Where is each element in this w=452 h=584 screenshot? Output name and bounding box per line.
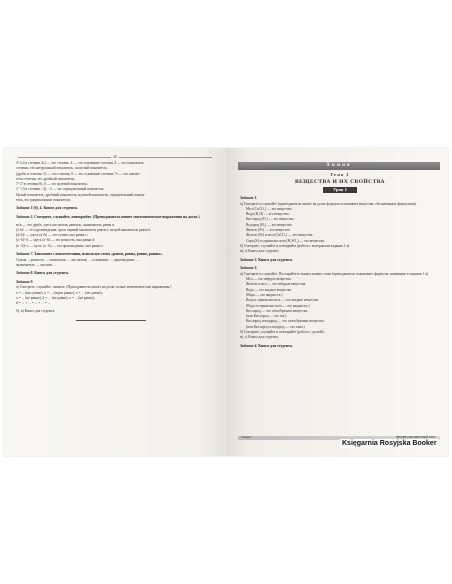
- text-line: (Вода — это жидкость.): [246, 292, 283, 297]
- task-heading: Задание 2. Книга для студента.: [240, 257, 293, 262]
- text-line: в), г) Книга для студента.: [240, 249, 279, 254]
- subject-band: Химия: [238, 162, 440, 170]
- text-line: Кислород (O₂) — это вещество.: [246, 217, 295, 222]
- task-heading: Задание 5. Смотрите, слушайте, повторяйте. (Преподаватель пишет математические выражения на доске.): [16, 214, 200, 219]
- text-line: (или Кислород — это газ.): [246, 314, 287, 319]
- footer-course: ВВОДНО-ПРЕДМЕТНЫЙ КУРС: [395, 436, 436, 439]
- topic-title: ВЕЩЕСТВА И ИХ СВОЙСТВА: [295, 179, 385, 185]
- store-watermark: Księgarnia Rosyjska Booker: [342, 440, 437, 447]
- task-heading: Задание 3 (б), 4. Книга для студента.: [16, 206, 78, 211]
- right-page-content: [240, 172, 440, 349]
- text-line: б), в) Книга для студента.: [16, 308, 56, 313]
- topic-label: Тема 1: [330, 172, 350, 177]
- book-spread: [4, 148, 448, 456]
- task-heading: Задание 9.: [16, 279, 34, 284]
- text-line: Вода и серная кислота — это жидкие вещества.: [246, 298, 319, 303]
- text-line: d = ... + ... = ... + ... = ...: [16, 301, 51, 306]
- math-line: (a+b)ⁿ — здесь (a+b) — это сумма, она равна c;: [16, 233, 88, 238]
- end-rule: [76, 320, 146, 321]
- text-line: x = ... (не равно), k = ... (не равно), z = ... (не равно);: [16, 296, 95, 301]
- text-line: 3⁻² (3 в степени −2), −2 — это отрицательный показатель.: [16, 187, 105, 192]
- task-heading: Задание 8. Книга для студента.: [16, 271, 69, 276]
- text-line: тель, это рациональные показатели.: [16, 198, 71, 203]
- text-line: а) Смотрите, слушайте, пишите. (Преподаватель пишет на доске только математические выражения.): [16, 285, 172, 290]
- lesson-badge: Урок 1: [323, 187, 357, 193]
- text-line: степени, это натуральный показатель, он целый показатель.: [16, 166, 108, 171]
- text-line: (Вода и серная кислота — это жидкости.): [246, 303, 310, 308]
- text-line: Кислород — это газообразное вещество.: [246, 308, 309, 313]
- text-line: Железо (Fe) и мел (CaCO₃) — это вещества.: [246, 233, 314, 238]
- task-heading: Задание 7. Заполните словосочетания, используя слова «равен, равна, равно, равны».: [16, 252, 163, 257]
- page-number: 26: [113, 154, 117, 159]
- task-heading: Задание 4. Книга для студента.: [240, 343, 293, 348]
- text-line: а) Смотрите и слушайте (преподаватель пишет на доске формулы и называет вещества, обозначенные формулами).: [240, 201, 417, 206]
- text-line: тель степени, это дробный показатель;: [16, 176, 76, 181]
- text-line: б) Смотрите, слушайте и повторяйте (работа с доской).: [240, 330, 325, 335]
- text-line: (дробь в степени ½) — это степень, 8 — это основание степени, ½ — это показа-: [16, 171, 141, 176]
- text-line: Мел — это твёрдое вещество.: [246, 277, 292, 282]
- text-line: а) Смотрите и слушайте. Постарайтесь понять новые слова (преподаватель показывает формулы, названные в задании 1 а).: [240, 271, 429, 276]
- task-heading: Задание 3.: [240, 266, 258, 271]
- math-line: (a·b)ⁿ — это произведение, здесь первый множитель равен a, второй множитель равен b.: [16, 227, 152, 232]
- text-line: (или Кислород и водород — это газы.): [246, 324, 305, 329]
- text-line: 7¹ (7 в степени 0), 0 — это нулевой показатель;: [16, 182, 88, 187]
- text-line: в), г) Книга для студента.: [240, 335, 279, 340]
- text-line: Целый показатель, дробный показатель, нулевой показатель, отрицательный показа-: [16, 192, 146, 197]
- text-line: Сумма ... разность ..., показатель ..., числитель ..., основание ..., произведение ...,: [16, 257, 140, 262]
- right-page: [226, 148, 448, 456]
- math-block: [16, 223, 212, 249]
- text-line: Сера (S) и серная кислота (H₂SO₄) — это вещества.: [246, 238, 325, 243]
- text-line: 4² («4 в степени 4») — это степень, 4 — это основание степени, 4 — это показатель: [16, 161, 144, 165]
- text-line: Вода (H₂O) — это вещество.: [246, 212, 290, 217]
- math-line: (a : b)ⁿ·c — здесь (a : b) — это произведение, оно равно c.: [16, 243, 104, 248]
- text-line: Мел (CaCO₃) — это вещество.: [246, 206, 293, 211]
- text-line: Кислород и водород — это газообразные вещества.: [246, 319, 325, 324]
- footer-subject: • Химия •: [241, 436, 252, 439]
- text-line: Вода — это жидкое вещество.: [246, 287, 293, 292]
- text-line: x = ... (икс равно), y = ... (игрек равно), z = ... (зет равно);: [16, 290, 103, 295]
- left-page-content: [16, 161, 212, 321]
- text-line: знаменатель ..., частное....: [16, 262, 56, 267]
- math-line: (a−b)²·d — здесь (a−b) — это разность, она равна d;: [16, 238, 95, 243]
- left-page: [4, 148, 226, 456]
- text-line: б) Смотрите, слушайте и повторяйте (работа с материалом задания 1 а).: [240, 243, 351, 248]
- text-line: Железо и мел — это твёрдые вещества.: [246, 282, 307, 287]
- task-heading: Задание 1.: [240, 196, 258, 200]
- math-line: m/n — это дробь, здесь числитель равен m, знаменатель равен n.: [16, 222, 115, 227]
- text-line: Железо (Fe) — это вещество.: [246, 228, 291, 233]
- text-line: Водород (H₂) — это вещество.: [246, 222, 293, 227]
